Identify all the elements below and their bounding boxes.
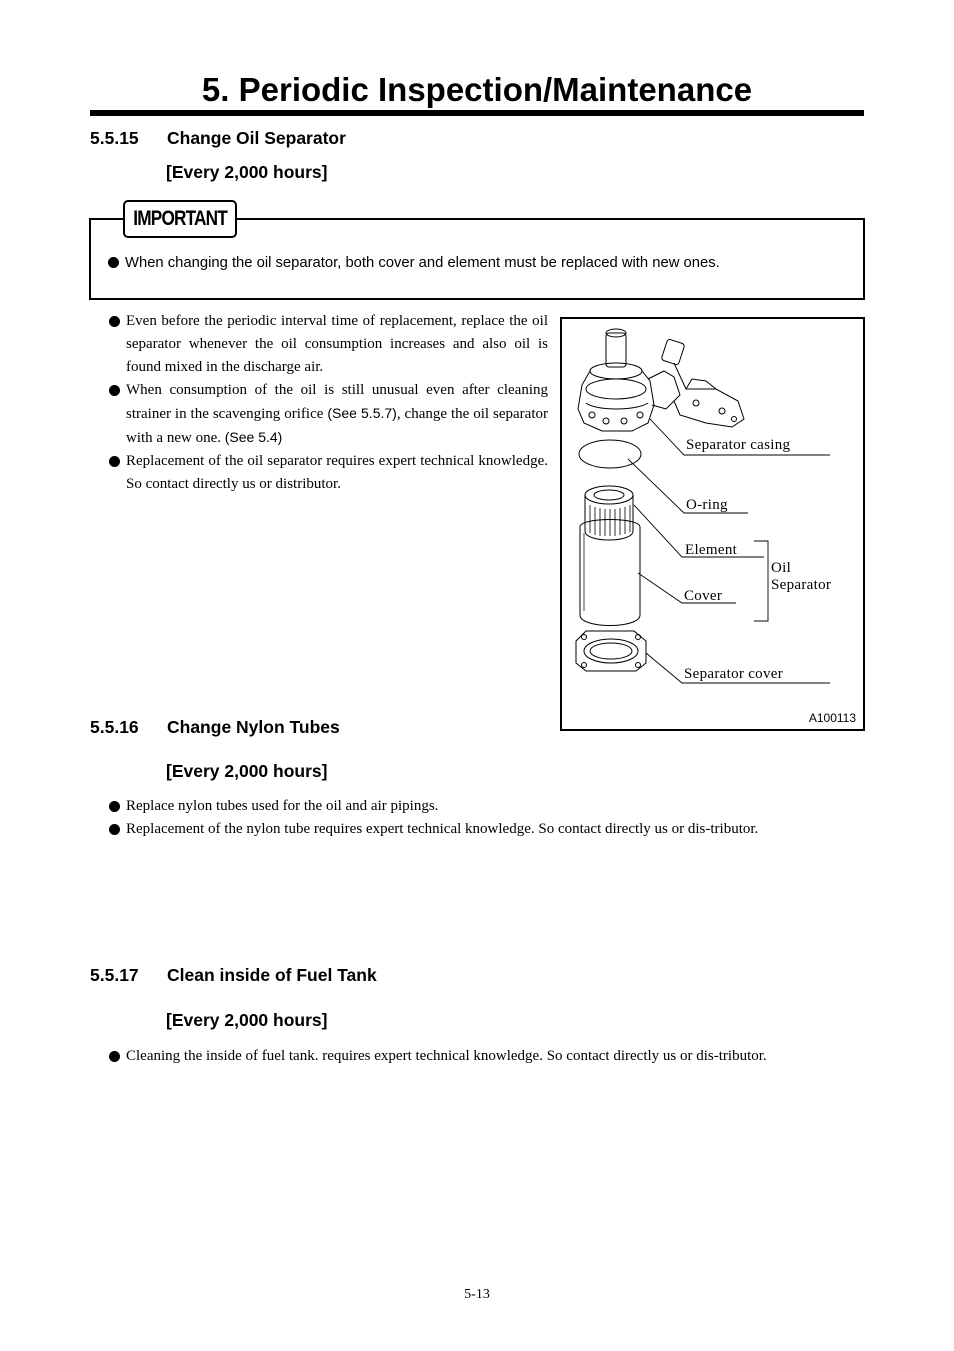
label-o-ring: O-ring bbox=[686, 497, 728, 513]
section-title: Change Oil Separator bbox=[167, 128, 346, 148]
section-interval: [Every 2,000 hours] bbox=[166, 1010, 328, 1030]
important-badge-label: IMPORTANT bbox=[133, 207, 227, 230]
bullet-text: Replace nylon tubes used for the oil and air pipings. bbox=[126, 798, 439, 814]
list-item bbox=[108, 450, 548, 496]
bullet-text: , change the oil separator with a new one. bbox=[126, 406, 548, 446]
section-interval: [Every 2,000 hours] bbox=[166, 162, 328, 182]
label-oil-separator-group bbox=[771, 560, 831, 594]
section-number: 5.5.17 bbox=[90, 965, 139, 985]
section-heading-5-5-17 bbox=[90, 965, 377, 986]
cross-reference: (See 5.5.7) bbox=[327, 405, 397, 421]
separator-cover-drawing bbox=[576, 631, 646, 671]
list-item bbox=[108, 310, 548, 379]
important-notice-text bbox=[108, 255, 720, 271]
page-title: 5. Periodic Inspection/Maintenance bbox=[201, 71, 753, 108]
section-heading-5-5-15 bbox=[90, 128, 346, 149]
oil-separator-figure bbox=[560, 317, 865, 731]
bullet-text: When consumption of the oil is still unusual even after cleaning strainer in the scavenging orifice bbox=[126, 382, 548, 422]
bullet-dot bbox=[108, 257, 119, 268]
list-item bbox=[108, 379, 548, 450]
list-item bbox=[108, 1045, 849, 1068]
bullet-text: Replacement of the nylon tube requires expert technical knowledge. So contact directly us or dis-tributor. bbox=[126, 821, 759, 837]
group-label-line: Separator bbox=[771, 577, 832, 593]
section-3-bullets bbox=[108, 1045, 849, 1068]
section-title: Clean inside of Fuel Tank bbox=[167, 965, 377, 985]
label-cover: Cover bbox=[684, 588, 723, 604]
page-number: 5-13 bbox=[464, 1287, 490, 1302]
cross-reference: (See 5.4) bbox=[224, 429, 283, 445]
bullet-dot bbox=[109, 824, 120, 835]
list-item bbox=[108, 818, 849, 841]
section-title: Change Nylon Tubes bbox=[167, 717, 340, 737]
section-number: 5.5.15 bbox=[90, 128, 139, 148]
section-1-bullets bbox=[108, 310, 548, 496]
section-interval: [Every 2,000 hours] bbox=[166, 761, 328, 781]
section-number: 5.5.16 bbox=[90, 717, 139, 737]
label-element: Element bbox=[685, 542, 738, 558]
bullet-text: Replacement of the oil separator requires expert technical knowledge. So contact directly us or distributor. bbox=[126, 453, 548, 492]
bullet-dot bbox=[109, 801, 120, 812]
title-rule bbox=[90, 110, 864, 116]
bullet-text: Even before the periodic interval time of replacement, replace the oil separator whenever the oil consumption increases and also oil is found mixed in the discharge air. bbox=[126, 313, 548, 375]
label-separator-cover: Separator cover bbox=[684, 666, 784, 682]
bullet-dot bbox=[109, 385, 120, 396]
separator-casing-drawing bbox=[578, 329, 744, 431]
label-separator-casing: Separator casing bbox=[686, 437, 791, 453]
bullet-dot bbox=[109, 456, 120, 467]
section-heading-5-5-16 bbox=[90, 717, 340, 738]
figure-code: A100113 bbox=[808, 711, 856, 725]
group-label-line: Oil bbox=[771, 560, 792, 576]
important-text-content: When changing the oil separator, both cover and element must be replaced with new ones. bbox=[125, 255, 720, 271]
bullet-dot bbox=[109, 1051, 120, 1062]
bullet-dot bbox=[109, 316, 120, 327]
element-drawing bbox=[585, 486, 633, 540]
bullet-text: Cleaning the inside of fuel tank. requires expert technical knowledge. So contact directly us or dis-tributor. bbox=[126, 1048, 767, 1064]
section-2-bullets bbox=[108, 795, 849, 841]
list-item bbox=[108, 795, 849, 818]
o-ring-drawing bbox=[579, 440, 641, 468]
important-badge bbox=[123, 200, 237, 238]
